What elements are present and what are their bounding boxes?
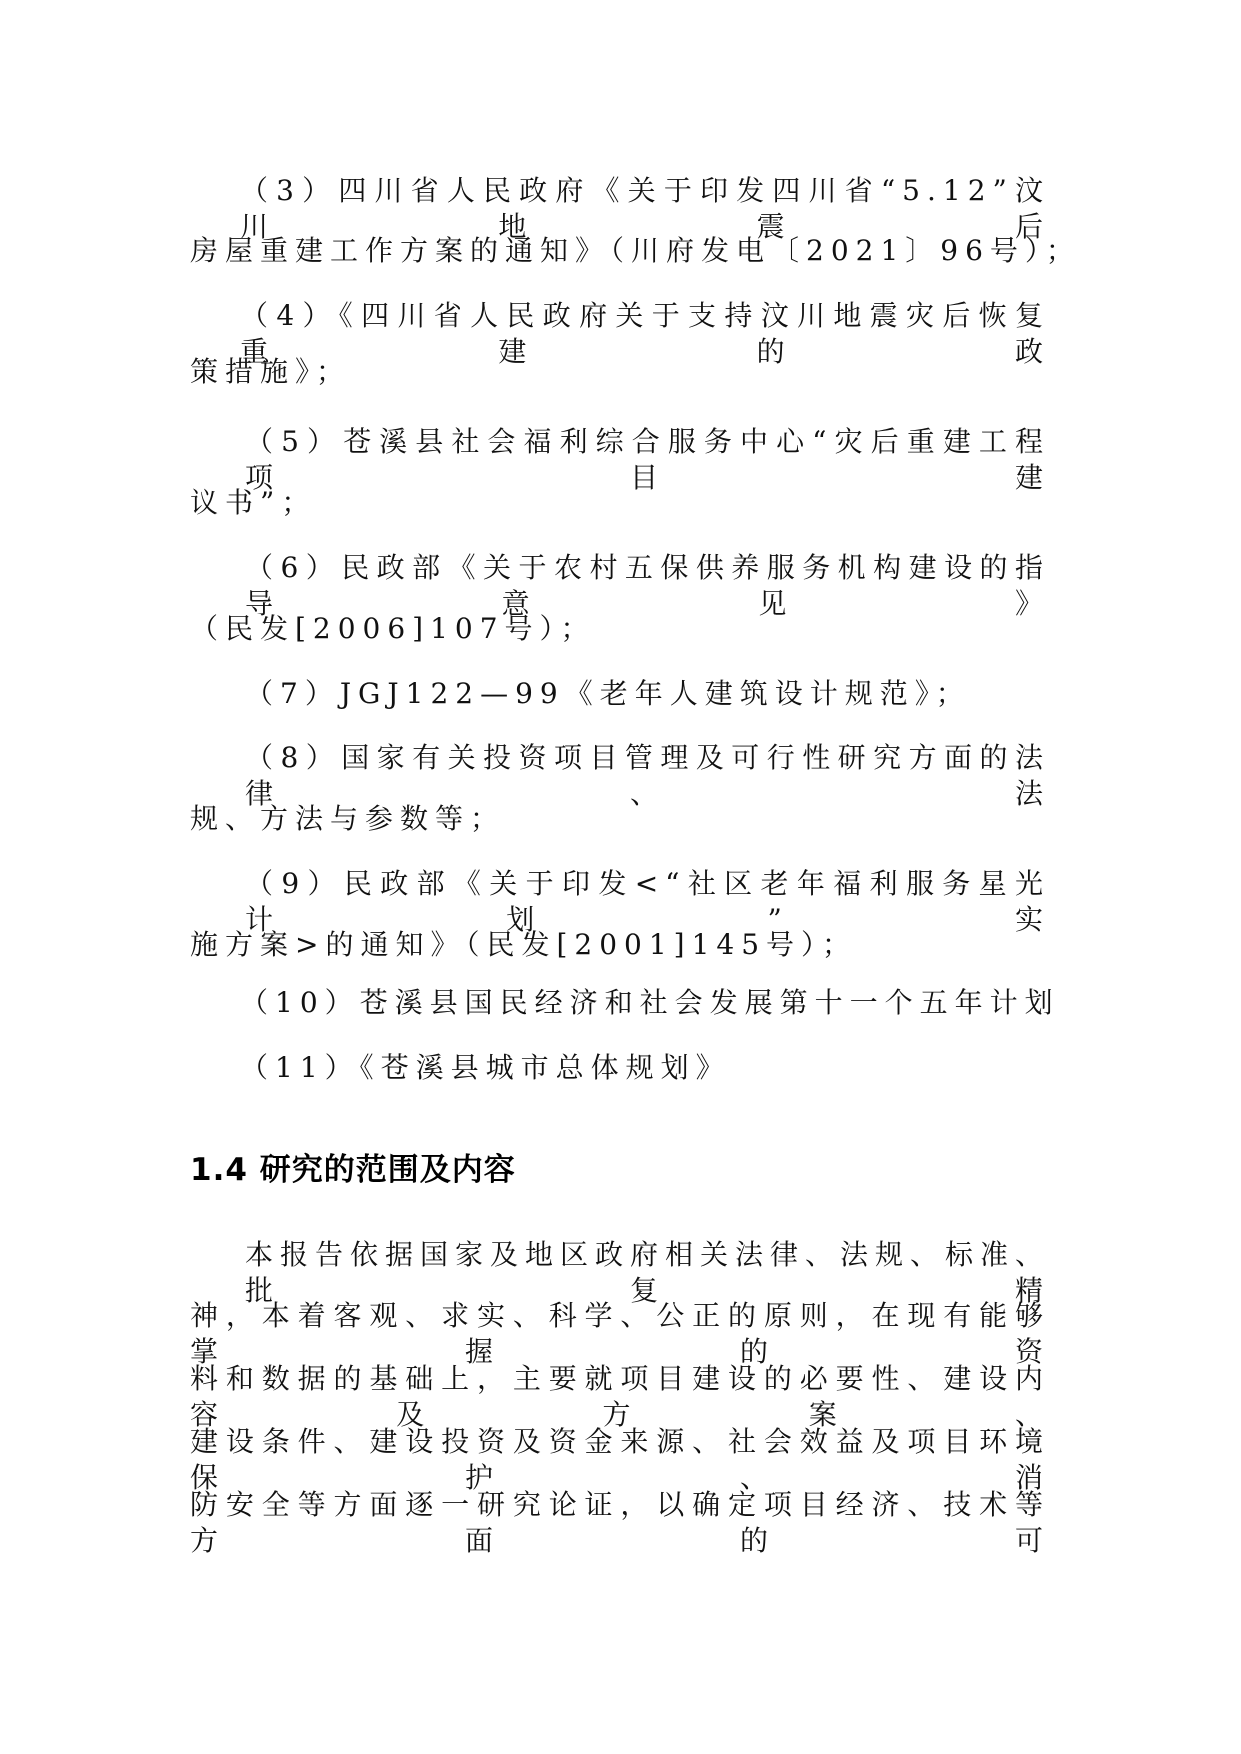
section-paragraph-line5: 防安全等方面逐一研究论证，以确定项目经济、技术等方面的可: [190, 1488, 1050, 1557]
reference-3-line1: （3）四川省人民政府《关于印发四川省“5.12”汶川地震后: [240, 174, 1050, 243]
reference-8-line1: （8）国家有关投资项目管理及可行性研究方面的法律、法: [245, 741, 1050, 810]
section-paragraph-line2: 神，本着客观、求实、科学、公正的原则，在现有能够掌握的资: [190, 1299, 1050, 1368]
reference-6-line1: （6）民政部《关于农村五保供养服务机构建设的指导意见》: [245, 551, 1050, 620]
reference-10: （10）苍溪县国民经济和社会发展第十一个五年计划: [240, 986, 1060, 1019]
reference-9-line2: 施方案>的通知》（民发[2001]145号）；: [190, 928, 858, 961]
section-paragraph-line3: 料和数据的基础上，主要就项目建设的必要性、建设内容及方案、: [190, 1362, 1050, 1431]
reference-9-line1: （9）民政部《关于印发<“社区老年福利服务星光计划”实: [245, 867, 1050, 936]
reference-4-line2: 策措施》；: [190, 355, 352, 388]
reference-5-line1: （5）苍溪县社会福利综合服务中心“灾后重建工程项目建: [245, 425, 1050, 494]
reference-6-line2: （民发[2006]107号）；: [190, 612, 596, 645]
section-heading: 1.4 研究的范围及内容: [190, 1152, 516, 1188]
reference-7: （7）JGJ122—99《老年人建筑设计规范》；: [245, 677, 971, 710]
reference-4-line1: （4）《四川省人民政府关于支持汶川地震灾后恢复重建的政: [240, 299, 1050, 368]
reference-8-line2: 规、方法与参数等；: [190, 802, 506, 835]
reference-11: （11）《苍溪县城市总体规划》: [240, 1051, 731, 1084]
section-paragraph-line4: 建设条件、建设投资及资金来源、社会效益及项目环境保护、消: [190, 1425, 1050, 1494]
section-paragraph-line1: 本报告依据国家及地区政府相关法律、法规、标准、批复精: [245, 1238, 1051, 1307]
reference-3-line2: 房屋重建工作方案的通知》（川府发电〔2021〕96号）；: [190, 234, 1081, 267]
reference-5-line2: 议书”；: [190, 486, 317, 519]
